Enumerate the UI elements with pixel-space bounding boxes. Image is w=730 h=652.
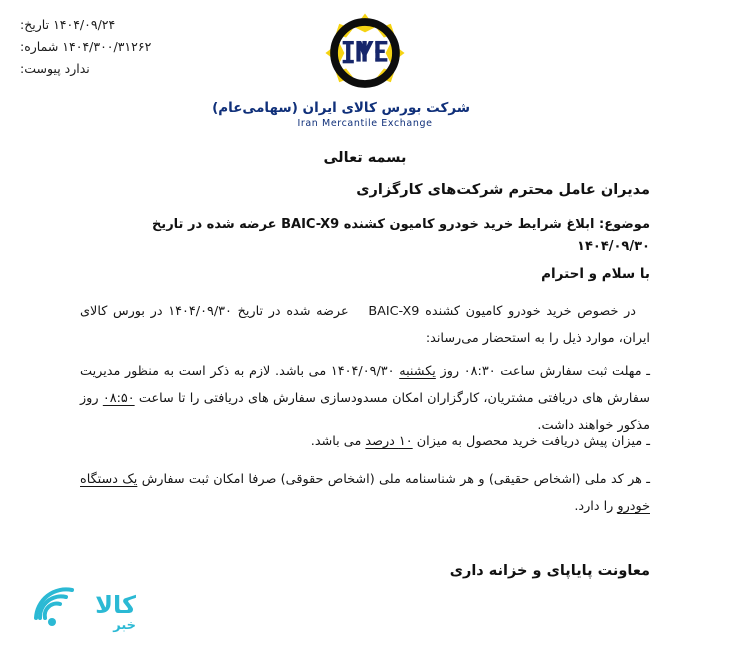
- watermark-text: [95, 593, 136, 632]
- subject-product-code: BAIC-X9: [281, 217, 340, 232]
- bullet1-part1: ـ مهلت ثبت سفارش ساعت ۰۸:۳۰ روز: [440, 364, 650, 379]
- kalakhabar-watermark: [18, 576, 138, 638]
- bullet1-emphasis-day: یکشنبه: [399, 364, 436, 379]
- bullet3-part2: را دارد.: [574, 499, 614, 514]
- subject-text-after: عرضه شده در تاریخ: [151, 217, 277, 232]
- bullet-order-deadline: [80, 358, 650, 439]
- signature-line: معاونت پایاپای و خزانه داری: [449, 563, 650, 579]
- bullet1-part2: ۱۴۰۴/۰۹/۳۰ می باشد. لازم به ذکر است به منظور مدیریت سفارش های دریافتی مشتریان، کارگزاران امکان مسدودسازی سفارش های دریافتی را تا ساعت: [80, 364, 650, 406]
- addressee-line: مدیران عامل محترم شرکت‌های کارگزاری: [356, 182, 650, 198]
- meta-date-value: ۱۴۰۴/۰۹/۲۴: [53, 17, 116, 32]
- meta-number-value: ۱۴۰۴/۳۰۰/۳۱۲۶۲: [62, 39, 152, 54]
- watermark-arc-icon: [26, 584, 78, 630]
- subject-label: موضوع:: [599, 217, 650, 232]
- meta-attachment-value: ندارد: [64, 61, 90, 76]
- watermark-sub-text: خبر: [113, 618, 136, 633]
- meta-row-attachment: [20, 58, 220, 80]
- bullet3-emphasis-quantity: یک دستگاه خودرو: [80, 472, 650, 514]
- bullet2-part2: می باشد.: [310, 434, 362, 449]
- intro-part1: در خصوص خرید خودرو کامیون کشنده: [425, 304, 636, 319]
- document-meta: [20, 14, 220, 80]
- watermark-main-text: کالا: [95, 591, 136, 619]
- greeting-line: با سلام و احترام: [541, 266, 650, 282]
- meta-row-date: [20, 14, 220, 36]
- bullet1-part3: روز مذکور خواهند داشت.: [80, 391, 650, 433]
- intro-date: ۱۴۰۴/۰۹/۳۰: [168, 304, 232, 319]
- intro-part3: در بورس کالای ایران، موارد ذیل را به استحضار می‌رساند:: [80, 304, 650, 346]
- bullet2-emphasis-percent: ۱۰ درصد: [365, 434, 413, 449]
- intro-paragraph: [80, 298, 650, 352]
- meta-row-number: [20, 36, 220, 58]
- bullet1-emphasis-time: ۰۸:۵۰: [102, 391, 135, 406]
- bullet2-part1: ـ میزان پیش دریافت خرید محصول به میزان: [416, 434, 650, 449]
- bullet-one-order-per-id: [80, 466, 650, 520]
- company-name-en: Iran Mercantile Exchange: [297, 118, 433, 129]
- basmala-heading: بسمه تعالی: [323, 150, 407, 166]
- meta-attachment-label: پیوست:: [20, 61, 61, 76]
- subject-line: [80, 214, 650, 258]
- bullet-prepayment: [80, 428, 650, 455]
- subject-date: ۱۴۰۴/۰۹/۳۰: [577, 239, 650, 254]
- meta-number-label: شماره:: [20, 39, 59, 54]
- meta-date-label: تاریخ:: [20, 17, 50, 32]
- company-name-fa: شرکت بورس کالای ایران (سهامی‌عام): [212, 100, 470, 116]
- organization-logo: [212, 10, 470, 129]
- subject-text-before: ابلاغ شرایط خرید خودرو کامیون کشنده: [343, 217, 595, 232]
- intro-part2: عرضه شده در تاریخ: [237, 304, 349, 319]
- ime-logo-icon: [322, 10, 408, 96]
- intro-product-code: BAIC-X9: [368, 304, 420, 319]
- bullet3-part1: ـ هر کد ملی (اشخاص حقیقی) و هر شناسنامه ملی (اشخاص حقوقی) صرفا امکان ثبت سفارش: [141, 472, 650, 487]
